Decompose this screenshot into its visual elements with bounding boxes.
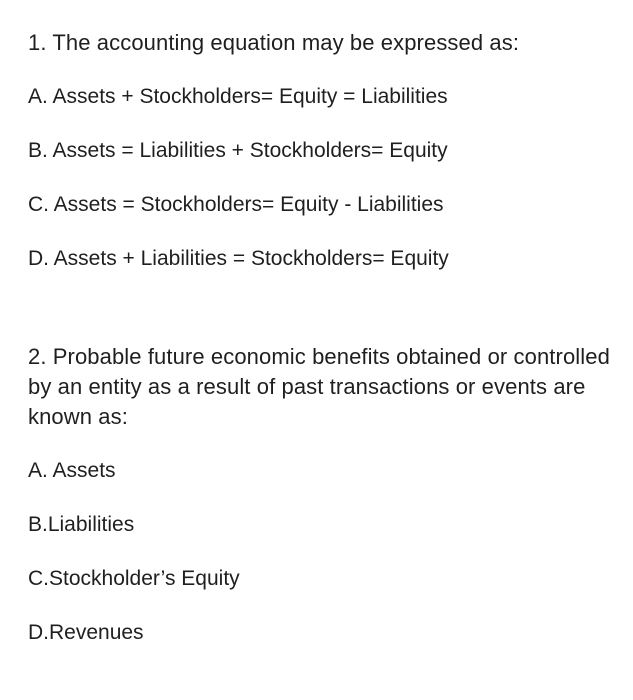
question-1-option-c: C. Assets = Stockholders= Equity - Liabilities (28, 193, 444, 216)
question-document (28, 28, 618, 648)
question-1-options (28, 82, 618, 274)
question-2 (28, 342, 618, 648)
question-1-text: 1. The accounting equation may be expressed as: (28, 30, 520, 55)
question-2-option-c: C.Stockholder’s Equity (28, 567, 240, 590)
question-2-option-b: B.Liabilities (28, 513, 135, 536)
question-2-options (28, 456, 618, 648)
question-2-text: 2. Probable future economic benefits obtained or controlled by an entity as a result of past transactions or events are known as: (28, 344, 610, 429)
question-2-option-a: A. Assets (28, 459, 116, 482)
question-1-option-b: B. Assets = Liabilities + Stockholders= Equity (28, 139, 448, 162)
clipped-previous-text (28, 0, 548, 4)
question-1-option-d: D. Assets + Liabilities = Stockholders= Equity (28, 247, 449, 270)
question-1 (28, 28, 618, 274)
question-2-option-d: D.Revenues (28, 621, 144, 644)
question-1-option-a: A. Assets + Stockholders= Equity = Liabilities (28, 85, 448, 108)
